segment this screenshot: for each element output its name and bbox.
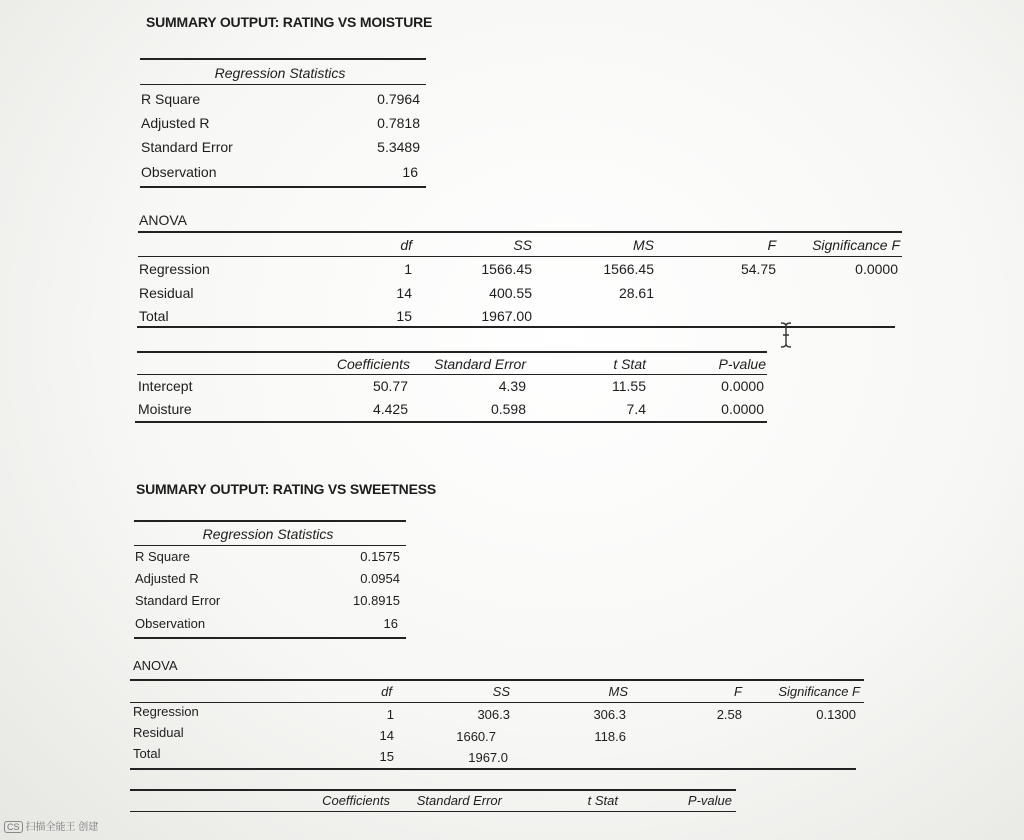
coef-bottom-rule [135, 421, 767, 423]
coef-header-rule [137, 374, 767, 375]
coef-cell: 0.0000 [721, 378, 764, 394]
anova-header-f: F [767, 237, 776, 253]
coef-cell: 0.0000 [721, 401, 764, 417]
anova-cell: 0.1300 [816, 707, 856, 722]
coef-header-t: t Stat [613, 356, 646, 372]
text-cursor-icon [779, 322, 793, 348]
anova-cell: 400.55 [489, 285, 532, 301]
anova-header-sig: Significance F [778, 684, 860, 699]
coef-top-rule [130, 789, 736, 791]
coef-top-rule [137, 351, 767, 353]
coef-header-coef: Coefficients [322, 793, 390, 808]
title-moisture: SUMMARY OUTPUT: RATING VS MOISTURE [146, 14, 433, 30]
anova-cell: 1967.0 [468, 750, 508, 765]
scanner-watermark-text: 扫描全能王 创建 [25, 822, 99, 833]
reg-stat-value: 0.1575 [360, 549, 400, 564]
coef-header-t: t Stat [587, 793, 618, 808]
reg-stat-value: 0.7964 [377, 91, 420, 107]
anova-header-ms: MS [633, 237, 654, 253]
anova-row-label: Regression [139, 261, 210, 277]
anova-header-ss: SS [492, 684, 510, 699]
reg-stats-top-rule [140, 58, 426, 60]
anova-cell: 306.3 [477, 707, 510, 722]
title-sweetness: SUMMARY OUTPUT: RATING VS SWEETNESS [136, 481, 436, 497]
coef-cell: 0.598 [490, 401, 526, 417]
anova-row-label: Residual [133, 725, 184, 740]
anova-row-label: Total [133, 746, 161, 761]
reg-stat-label: R Square [135, 549, 190, 564]
anova-header-ss: SS [513, 237, 532, 253]
anova-label: ANOVA [139, 212, 187, 228]
coef-row-label: Intercept [138, 378, 193, 394]
anova-label: ANOVA [133, 658, 178, 673]
anova-cell: 15 [379, 749, 394, 764]
anova-header-sig: Significance F [812, 237, 900, 253]
reg-stat-value: 0.7818 [377, 115, 420, 131]
reg-stat-label: Standard Error [141, 139, 233, 155]
coef-row-label: Moisture [138, 401, 192, 417]
coef-header-se: Standard Error [416, 793, 502, 808]
reg-stats-bottom-rule [134, 637, 406, 639]
anova-top-rule [138, 231, 902, 233]
coef-cell: 11.55 [612, 378, 646, 394]
scanner-badge-icon: CS [4, 821, 23, 833]
reg-stats-header-rule [140, 84, 426, 85]
reg-stat-value: 16 [402, 164, 418, 180]
reg-stat-value: 5.3489 [377, 139, 420, 155]
reg-stats-header-rule [134, 545, 406, 546]
reg-stats-header: Regression Statistics [214, 65, 346, 81]
anova-header-rule [138, 256, 902, 257]
anova-cell: 14 [379, 728, 394, 743]
reg-stat-label: Adjusted R [141, 115, 210, 131]
anova-header-df: df [381, 684, 392, 699]
anova-top-rule [130, 679, 864, 681]
anova-cell: 1566.45 [603, 261, 654, 277]
reg-stat-value: 16 [383, 616, 398, 631]
anova-cell: 1 [404, 261, 412, 277]
anova-cell: 1 [386, 707, 394, 722]
anova-row-label: Regression [133, 704, 199, 719]
anova-cell: 118.6 [594, 729, 626, 744]
anova-header-ms: MS [608, 684, 628, 699]
reg-stat-label: Adjusted R [135, 571, 199, 586]
anova-cell: 54.75 [740, 261, 776, 277]
anova-cell: 306.3 [593, 707, 626, 722]
anova-cell: 0.0000 [855, 261, 898, 277]
coef-header-coef: Coefficients [336, 356, 410, 372]
coef-header-p: P-value [718, 356, 766, 372]
coef-cell: 4.425 [372, 401, 408, 417]
anova-header-f: F [734, 684, 742, 699]
reg-stats-header: Regression Statistics [202, 526, 334, 542]
coef-header-rule [130, 811, 736, 812]
anova-row-label: Total [139, 308, 169, 324]
anova-bottom-rule [130, 768, 856, 770]
coef-cell: 4.39 [498, 378, 526, 394]
anova-header-rule [130, 702, 864, 703]
scanner-watermark [4, 818, 98, 833]
reg-stat-label: Standard Error [135, 593, 221, 608]
anova-header-df: df [400, 237, 412, 253]
reg-stat-label: Observation [135, 616, 206, 631]
coef-header-se: Standard Error [434, 356, 526, 372]
anova-cell: 2.58 [716, 707, 742, 722]
anova-cell: 1660.7 [456, 729, 496, 744]
anova-cell: 1566.45 [481, 261, 532, 277]
anova-cell: 15 [396, 308, 412, 324]
anova-cell: 28.61 [618, 285, 654, 301]
coef-header-p: P-value [687, 793, 732, 808]
reg-stats-top-rule [134, 520, 406, 522]
reg-stat-value: 10.8915 [353, 593, 400, 608]
reg-stat-value: 0.0954 [360, 571, 400, 586]
coef-cell: 7.4 [626, 401, 646, 417]
reg-stats-bottom-rule [140, 186, 426, 188]
coef-cell: 50.77 [372, 378, 408, 394]
anova-cell: 1967.00 [481, 308, 532, 324]
reg-stat-label: R Square [141, 91, 201, 107]
reg-stat-label: Observation [141, 164, 217, 180]
anova-row-label: Residual [139, 285, 194, 301]
anova-cell: 14 [396, 285, 412, 301]
